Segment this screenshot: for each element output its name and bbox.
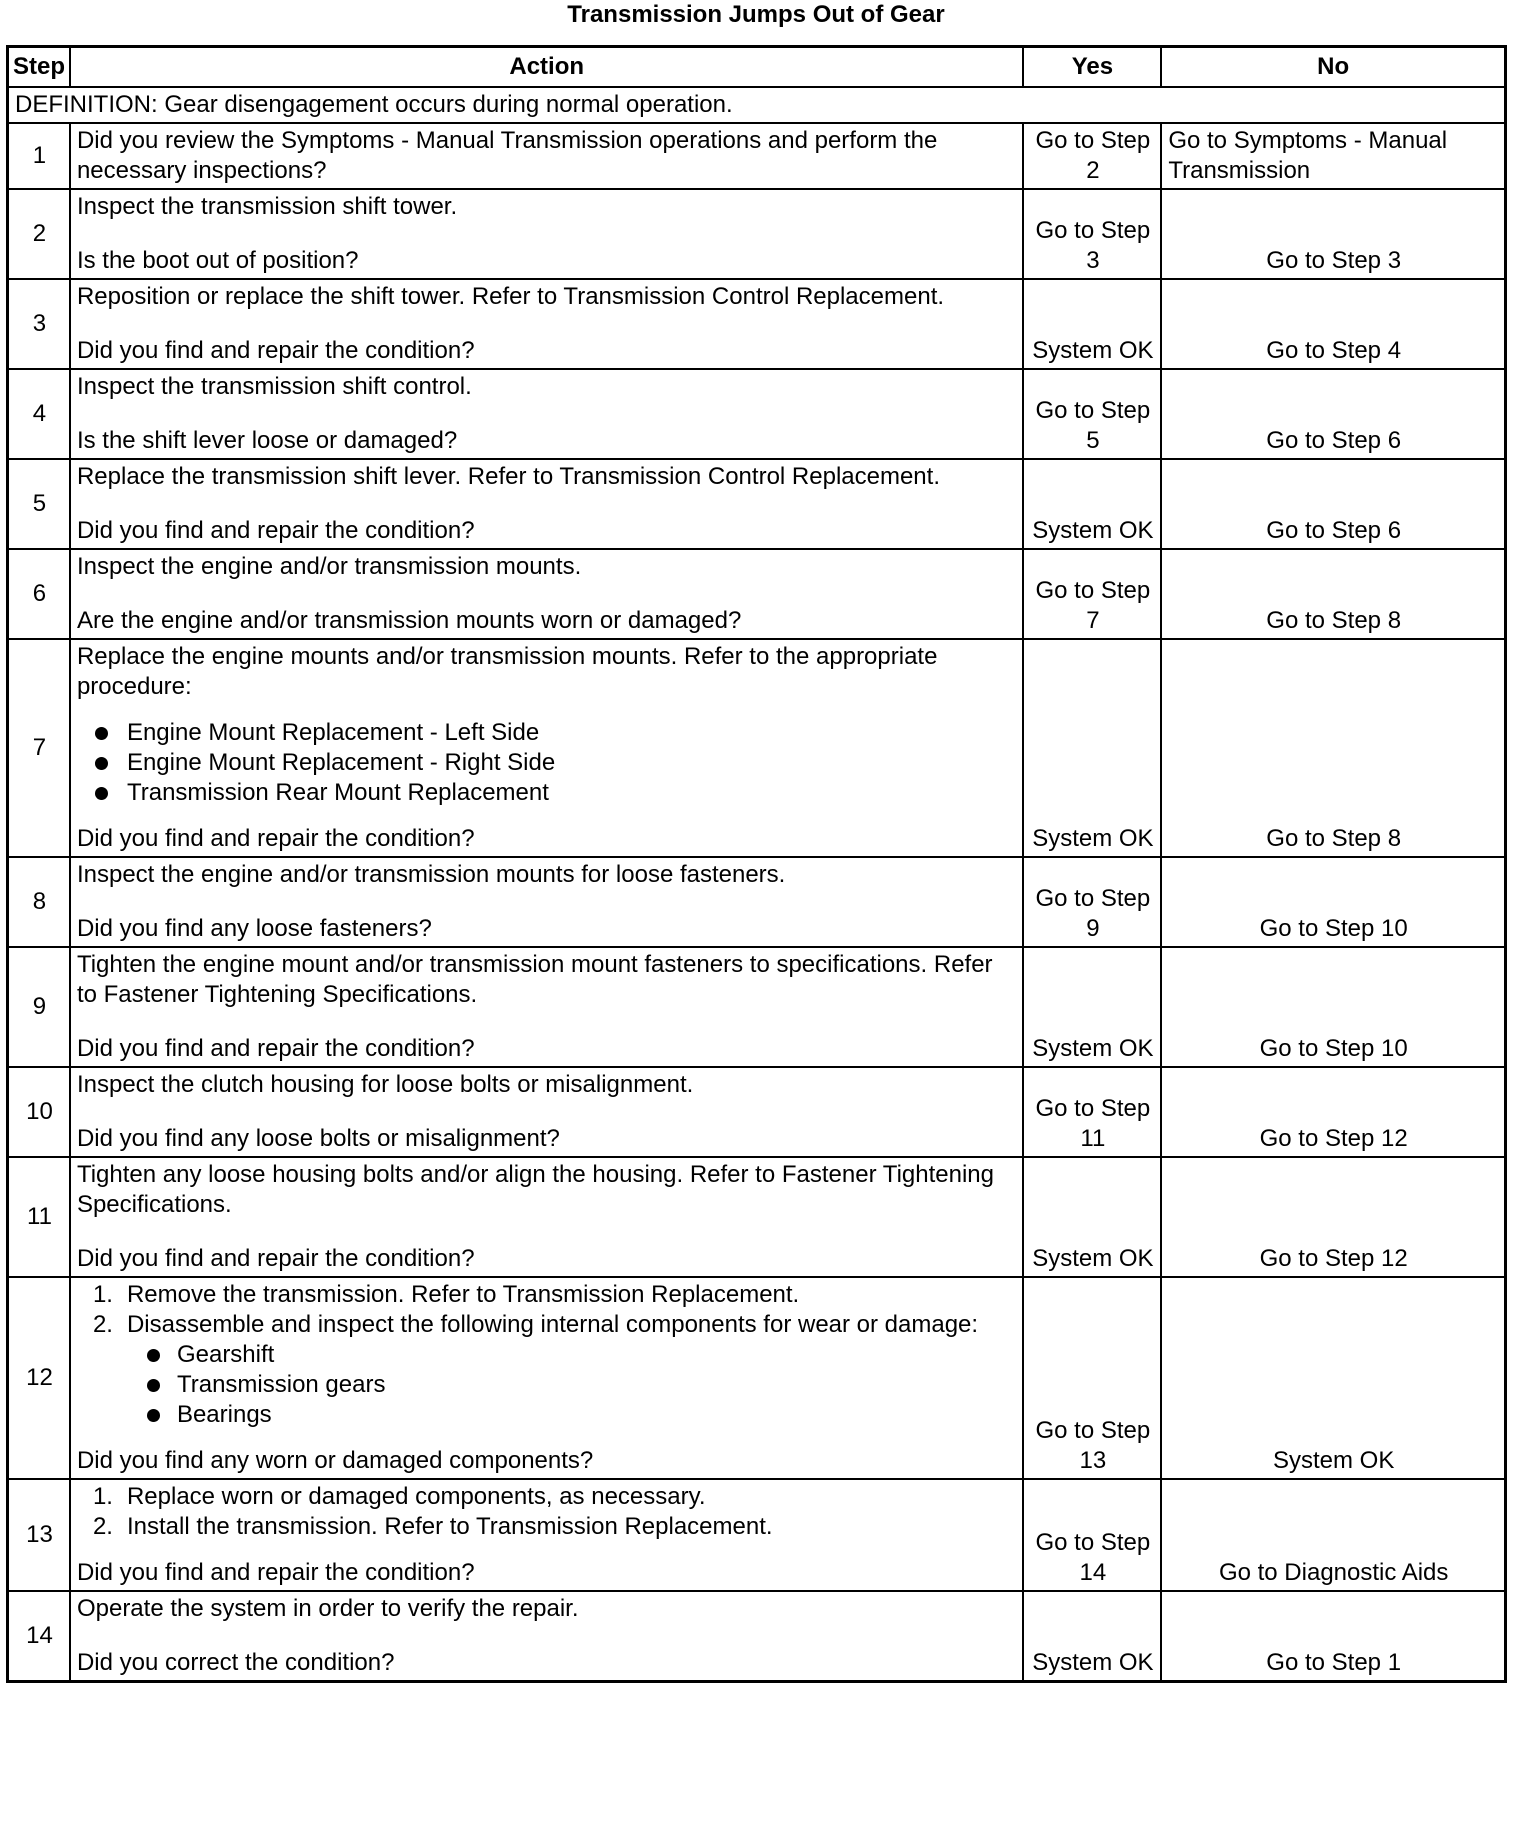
yes-result: Go to Step 13: [1023, 1277, 1161, 1479]
table-row: [8, 857, 1506, 947]
yes-result: System OK: [1023, 947, 1161, 1067]
list-item-text: Remove the transmission. Refer to Transmission Replacement.: [126, 1281, 800, 1308]
procedure-list: [77, 718, 1017, 808]
step-number: 9: [8, 947, 70, 1067]
action-question: Did you find any loose bolts or misalignment?: [76, 1125, 560, 1152]
diagnostic-table: [6, 45, 1507, 1683]
no-result: Go to Step 6: [1161, 459, 1505, 549]
action-question: Did you find and repair the condition?: [76, 1035, 475, 1062]
action-cell: [70, 549, 1023, 639]
action-instruction: Operate the system in order to verify the repair.: [76, 1595, 579, 1622]
table-row: [8, 189, 1506, 279]
action-question: Is the shift lever loose or damaged?: [76, 427, 458, 454]
table-row: [8, 1591, 1506, 1682]
document-title: Transmission Jumps Out of Gear: [567, 1, 945, 28]
table-row: [8, 1157, 1506, 1277]
yes-result: Go to Step 14: [1023, 1479, 1161, 1591]
table-row: [8, 279, 1506, 369]
step-number: 3: [8, 279, 70, 369]
table-row: [8, 549, 1506, 639]
action-cell: [70, 459, 1023, 549]
action-question: Did you find and repair the condition?: [76, 517, 475, 544]
step-number: 14: [8, 1591, 70, 1682]
list-item: Bearings: [77, 1400, 1017, 1430]
definition-text: DEFINITION: Gear disengagement occurs during normal operation.: [8, 87, 1506, 123]
table-row: [8, 369, 1506, 459]
header-yes: Yes: [1023, 47, 1161, 88]
table-row: [8, 639, 1506, 857]
action-instruction: Replace the engine mounts and/or transmission mounts. Refer to the appropriate procedure:: [76, 643, 938, 700]
list-item: 1. Remove the transmission. Refer to Transmission Replacement.: [92, 1281, 800, 1308]
action-instruction: Tighten the engine mount and/or transmission mount fasteners to specifications. Refer to Fastener Tightening Specifications.: [76, 951, 993, 1008]
no-result: System OK: [1161, 1277, 1505, 1479]
table-row: [8, 459, 1506, 549]
no-result: Go to Step 12: [1161, 1067, 1505, 1157]
action-cell: [70, 947, 1023, 1067]
yes-result: System OK: [1023, 1157, 1161, 1277]
list-item: 2. Disassemble and inspect the following internal components for wear or damage:: [92, 1311, 979, 1338]
list-item: 1. Replace worn or damaged components, as necessary.: [92, 1483, 706, 1510]
action-cell: [70, 1067, 1023, 1157]
step-number: 8: [8, 857, 70, 947]
action-cell: [70, 1479, 1023, 1591]
step-number: 7: [8, 639, 70, 857]
table-row: [8, 123, 1506, 189]
no-result: Go to Step 12: [1161, 1157, 1505, 1277]
action-text: Did you review the Symptoms - Manual Transmission operations and perform the necessary inspections?: [70, 123, 1023, 189]
action-cell: [70, 1277, 1023, 1479]
list-item: Engine Mount Replacement - Left Side: [77, 718, 1017, 748]
yes-result: System OK: [1023, 639, 1161, 857]
step-number: 10: [8, 1067, 70, 1157]
table-row: [8, 1067, 1506, 1157]
action-question: Is the boot out of position?: [76, 247, 359, 274]
action-question: Did you find and repair the condition?: [76, 1245, 475, 1272]
no-result: Go to Diagnostic Aids: [1161, 1479, 1505, 1591]
action-cell: [70, 279, 1023, 369]
step-number: 13: [8, 1479, 70, 1591]
yes-result: Go to Step 2: [1023, 123, 1161, 189]
yes-result: System OK: [1023, 459, 1161, 549]
yes-result: Go to Step 7: [1023, 549, 1161, 639]
no-result: Go to Symptoms - Manual Transmission: [1161, 123, 1505, 189]
action-cell: [70, 1157, 1023, 1277]
action-instruction: Inspect the transmission shift tower.: [76, 193, 458, 220]
action-question: Did you find any loose fasteners?: [76, 915, 432, 942]
step-number: 6: [8, 549, 70, 639]
step-number: 1: [8, 123, 70, 189]
list-item-text: Install the transmission. Refer to Transmission Replacement.: [126, 1513, 773, 1540]
yes-result: Go to Step 3: [1023, 189, 1161, 279]
numbered-list: [77, 1280, 1017, 1340]
list-item-text: Replace worn or damaged components, as necessary.: [126, 1483, 706, 1510]
yes-result: Go to Step 5: [1023, 369, 1161, 459]
action-question: Did you correct the condition?: [76, 1649, 395, 1676]
action-question: Did you find and repair the condition?: [76, 825, 475, 852]
yes-result: Go to Step 11: [1023, 1067, 1161, 1157]
no-result: Go to Step 10: [1161, 857, 1505, 947]
action-cell: [70, 1591, 1023, 1682]
step-number: 4: [8, 369, 70, 459]
list-item: Engine Mount Replacement - Right Side: [77, 748, 1017, 778]
no-result: Go to Step 8: [1161, 549, 1505, 639]
header-no: No: [1161, 47, 1505, 88]
yes-result: System OK: [1023, 279, 1161, 369]
action-instruction: Inspect the transmission shift control.: [76, 373, 472, 400]
no-result: Go to Step 1: [1161, 1591, 1505, 1682]
list-item: Transmission gears: [77, 1370, 1017, 1400]
definition-row: [8, 87, 1506, 123]
no-result: Go to Step 10: [1161, 947, 1505, 1067]
action-instruction: Replace the transmission shift lever. Refer to Transmission Control Replacement.: [76, 463, 940, 490]
step-number: 2: [8, 189, 70, 279]
table-row: [8, 1277, 1506, 1479]
action-cell: [70, 189, 1023, 279]
list-item: Transmission Rear Mount Replacement: [77, 778, 1017, 808]
action-instruction: Inspect the clutch housing for loose bolts or misalignment.: [76, 1071, 694, 1098]
step-number: 12: [8, 1277, 70, 1479]
no-result: Go to Step 6: [1161, 369, 1505, 459]
component-list: [77, 1340, 1017, 1430]
list-item: Gearshift: [77, 1340, 1017, 1370]
no-result: Go to Step 3: [1161, 189, 1505, 279]
action-instruction: Tighten any loose housing bolts and/or align the housing. Refer to Fastener Tightening Specifications.: [76, 1161, 994, 1218]
table-row: [8, 947, 1506, 1067]
action-question: Are the engine and/or transmission mounts worn or damaged?: [76, 607, 742, 634]
list-item: 2. Install the transmission. Refer to Transmission Replacement.: [92, 1513, 773, 1540]
step-number: 5: [8, 459, 70, 549]
action-question: Did you find and repair the condition?: [76, 337, 475, 364]
yes-result: System OK: [1023, 1591, 1161, 1682]
action-question: Did you find and repair the condition?: [76, 1559, 475, 1586]
numbered-list: [77, 1482, 1017, 1542]
action-instruction: Inspect the engine and/or transmission mounts for loose fasteners.: [76, 861, 786, 888]
action-cell: [70, 857, 1023, 947]
header-row: [8, 47, 1506, 88]
action-instruction: Inspect the engine and/or transmission mounts.: [76, 553, 582, 580]
header-step: Step: [8, 47, 70, 88]
no-result: Go to Step 4: [1161, 279, 1505, 369]
step-number: 11: [8, 1157, 70, 1277]
action-instruction: Reposition or replace the shift tower. Refer to Transmission Control Replacement.: [76, 283, 945, 310]
yes-result: Go to Step 9: [1023, 857, 1161, 947]
header-action: Action: [70, 47, 1023, 88]
table-row: [8, 1479, 1506, 1591]
no-result: Go to Step 8: [1161, 639, 1505, 857]
action-cell: [70, 369, 1023, 459]
list-item-text: Disassemble and inspect the following internal components for wear or damage:: [126, 1311, 979, 1338]
action-cell: [70, 639, 1023, 857]
action-question: Did you find any worn or damaged components?: [76, 1447, 594, 1474]
